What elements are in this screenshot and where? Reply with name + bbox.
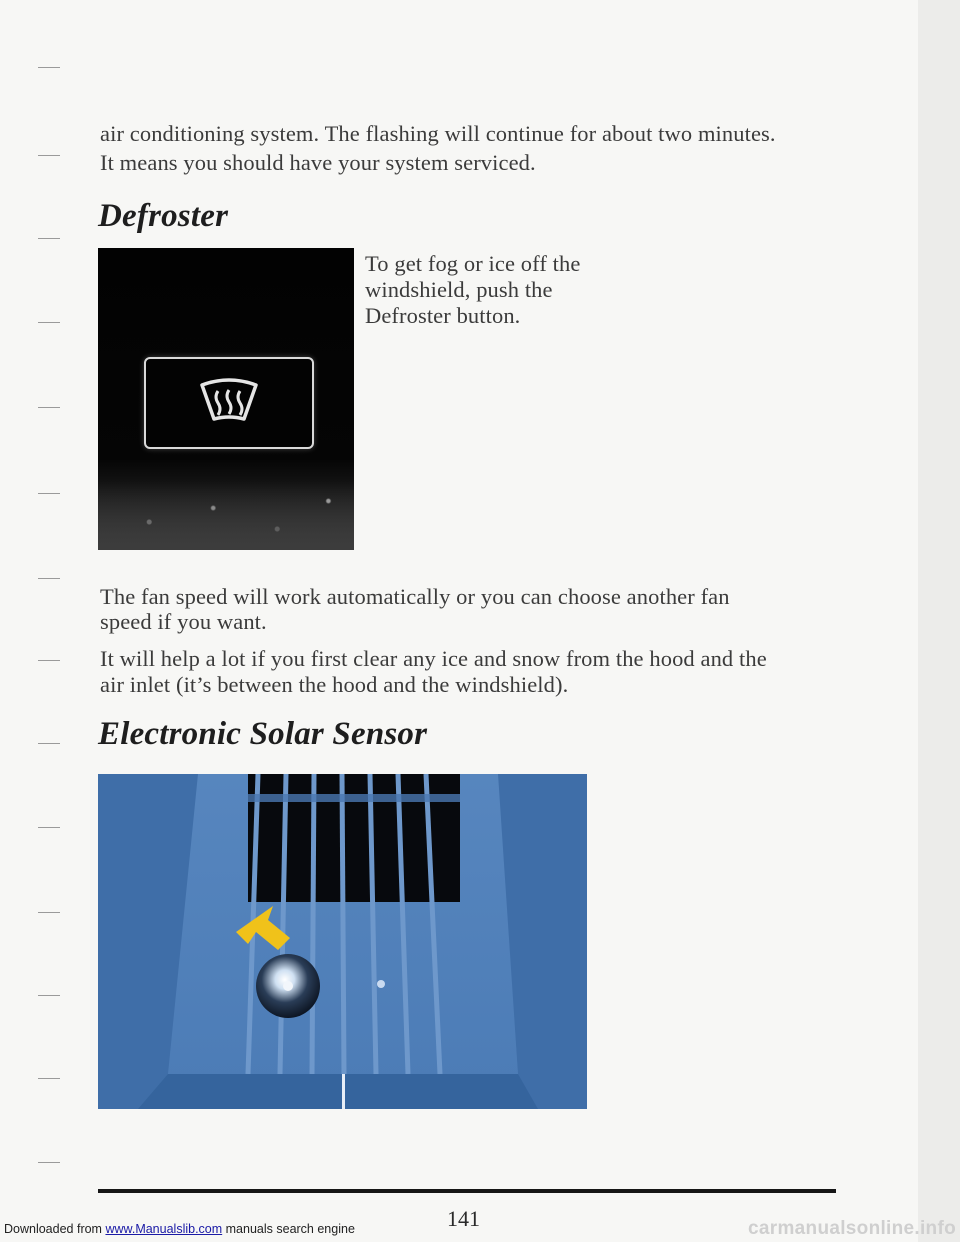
margin-dash bbox=[38, 743, 60, 744]
manualslib-link[interactable]: www.Manualslib.com bbox=[105, 1222, 223, 1236]
solar-sensor-scene bbox=[98, 774, 587, 1109]
margin-dash bbox=[38, 67, 60, 68]
margin-dash bbox=[38, 912, 60, 913]
solar-sensor-heading: Electronic Solar Sensor bbox=[98, 716, 428, 752]
page-margin-strip bbox=[918, 0, 960, 1242]
defroster-desc-line2: windshield, push the bbox=[365, 277, 553, 302]
defroster-button bbox=[144, 357, 314, 449]
footer-rule bbox=[98, 1189, 836, 1193]
margin-dash bbox=[38, 407, 60, 408]
margin-dash bbox=[38, 1162, 60, 1163]
windshield-defrost-icon bbox=[196, 377, 262, 429]
download-footer bbox=[4, 1222, 355, 1236]
margin-dash bbox=[38, 660, 60, 661]
fan-speed-line1: The fan speed will work automatically or you can choose another fan bbox=[100, 584, 730, 609]
defroster-desc-line3: Defroster button. bbox=[365, 303, 521, 328]
help-line1: It will help a lot if you first clear any ice and snow from the hood and the bbox=[100, 646, 767, 671]
photo-texture bbox=[98, 480, 354, 550]
margin-dash bbox=[38, 827, 60, 828]
defroster-heading: Defroster bbox=[98, 198, 229, 234]
margin-dash bbox=[38, 1078, 60, 1079]
defroster-button-photo bbox=[98, 248, 354, 550]
margin-dash bbox=[38, 493, 60, 494]
margin-dash bbox=[38, 238, 60, 239]
footer-prefix: Downloaded from bbox=[4, 1222, 106, 1236]
watermark: carmanualsonline.info bbox=[748, 1218, 956, 1239]
intro-text-line1: air conditioning system. The flashing will continue for about two minutes. bbox=[100, 121, 776, 146]
intro-text-line2: It means you should have your system serviced. bbox=[100, 150, 536, 175]
defroster-desc-line1: To get fog or ice off the bbox=[365, 251, 581, 276]
margin-dash bbox=[38, 578, 60, 579]
margin-dash bbox=[38, 995, 60, 996]
page-number: 141 bbox=[447, 1206, 480, 1231]
fan-speed-line2: speed if you want. bbox=[100, 609, 267, 634]
footer-suffix: manuals search engine bbox=[222, 1222, 355, 1236]
help-line2: air inlet (it’s between the hood and the windshield). bbox=[100, 672, 569, 697]
margin-dash bbox=[38, 322, 60, 323]
solar-sensor-photo bbox=[98, 774, 587, 1109]
margin-dash bbox=[38, 155, 60, 156]
